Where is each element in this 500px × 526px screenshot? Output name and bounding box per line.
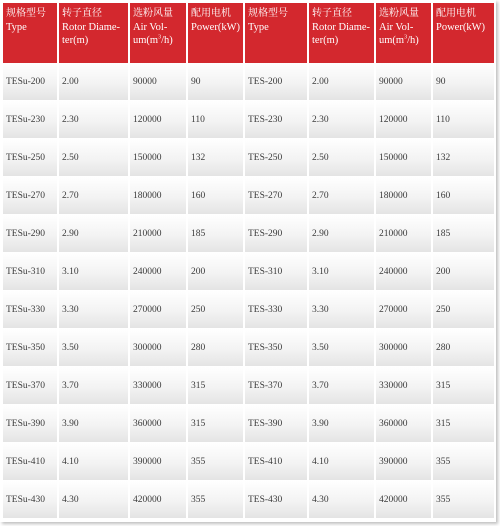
table-cell-rotor-diameter: 3.10 — [59, 253, 130, 291]
table-cell-type: TES-410 — [245, 443, 309, 481]
table-cell-type: TES-390 — [245, 405, 309, 443]
table-cell-rotor-diameter: 4.10 — [309, 443, 376, 481]
table-row — [3, 443, 494, 481]
table-cell-type: TES-370 — [245, 367, 309, 405]
table-cell-power: 200 — [433, 253, 494, 291]
table-cell-type: TES-350 — [245, 329, 309, 367]
table-cell-air-volume: 210000 — [130, 215, 188, 253]
header-label-zh: 选粉风量 — [133, 8, 173, 19]
table-cell-air-volume: 330000 — [130, 367, 188, 405]
table-cell-air-volume: 90000 — [376, 63, 433, 101]
table-cell-rotor-diameter: 2.90 — [59, 215, 130, 253]
table-cell-power: 315 — [433, 367, 494, 405]
table-cell-type: TESu-330 — [3, 291, 59, 329]
table-cell-power: 315 — [188, 405, 245, 443]
table-cell-rotor-diameter: 3.50 — [309, 329, 376, 367]
header-label-en — [62, 21, 126, 47]
table-cell-rotor-diameter: 3.90 — [59, 405, 130, 443]
header-row — [3, 3, 494, 63]
table-cell-type: TES-230 — [245, 101, 309, 139]
table-cell-air-volume: 300000 — [130, 329, 188, 367]
table-cell-power: 160 — [188, 177, 245, 215]
header-cell-type-left — [3, 3, 59, 63]
table-cell-power: 355 — [433, 443, 494, 481]
table-cell-air-volume: 240000 — [130, 253, 188, 291]
table-cell-air-volume: 270000 — [130, 291, 188, 329]
table-row — [3, 253, 494, 291]
header-unit-superscript: 3 — [158, 34, 162, 41]
header-label-zh: 规格型号 — [248, 8, 288, 19]
header-label-en-text: Air Vol- um(m — [133, 22, 168, 46]
table-cell-type: TESu-200 — [3, 63, 59, 101]
table-cell-power: 132 — [188, 139, 245, 177]
table-row — [3, 329, 494, 367]
table-cell-rotor-diameter: 2.70 — [59, 177, 130, 215]
table-cell-power: 280 — [188, 329, 245, 367]
table-cell-power: 110 — [433, 101, 494, 139]
header-label-en-text: Power(kW) — [191, 22, 240, 33]
table-cell-power: 250 — [433, 291, 494, 329]
table-cell-type: TES-200 — [245, 63, 309, 101]
table-cell-air-volume: 270000 — [376, 291, 433, 329]
table-cell-type: TESu-410 — [3, 443, 59, 481]
header-label-zh: 选粉风量 — [379, 8, 419, 19]
table-cell-power: 250 — [188, 291, 245, 329]
table-row — [3, 139, 494, 177]
table-cell-air-volume: 360000 — [376, 405, 433, 443]
table-cell-air-volume: 240000 — [376, 253, 433, 291]
table-cell-rotor-diameter: 3.70 — [59, 367, 130, 405]
table-cell-rotor-diameter: 2.90 — [309, 215, 376, 253]
table-cell-air-volume: 420000 — [376, 481, 433, 519]
table-cell-type: TES-250 — [245, 139, 309, 177]
specification-table — [3, 3, 494, 519]
table-cell-power: 355 — [188, 443, 245, 481]
header-label-zh: 配用电机 — [191, 8, 231, 19]
table-cell-air-volume: 180000 — [130, 177, 188, 215]
header-label-en-text: Type — [6, 22, 27, 33]
table-cell-air-volume: 150000 — [376, 139, 433, 177]
header-label-en-text: Air Vol- um(m — [379, 22, 414, 46]
table-cell-type: TESu-310 — [3, 253, 59, 291]
table-cell-type: TESu-230 — [3, 101, 59, 139]
table-cell-power: 185 — [188, 215, 245, 253]
table-row — [3, 367, 494, 405]
table-cell-power: 90 — [188, 63, 245, 101]
table-cell-air-volume: 120000 — [376, 101, 433, 139]
table-header — [3, 3, 494, 63]
header-cell-power-right — [433, 3, 494, 63]
table-cell-power: 185 — [433, 215, 494, 253]
header-label-en-text: Power(kW) — [436, 22, 485, 33]
table-row — [3, 405, 494, 443]
header-label-en-text: Type — [248, 22, 269, 33]
header-label-en — [191, 21, 241, 34]
table-cell-rotor-diameter: 2.00 — [309, 63, 376, 101]
table-cell-type: TES-310 — [245, 253, 309, 291]
table-cell-type: TESu-390 — [3, 405, 59, 443]
table-cell-air-volume: 390000 — [376, 443, 433, 481]
header-label-zh: 配用电机 — [436, 8, 476, 19]
header-label-en-text: Rotor Diame- ter(m) — [62, 22, 121, 46]
table-cell-type: TES-430 — [245, 481, 309, 519]
header-unit-superscript: 3 — [404, 34, 408, 41]
table-cell-rotor-diameter: 2.50 — [309, 139, 376, 177]
table-row — [3, 101, 494, 139]
header-label-en — [6, 21, 55, 34]
table-cell-rotor-diameter: 4.10 — [59, 443, 130, 481]
table-cell-air-volume: 210000 — [376, 215, 433, 253]
header-cell-type-right — [245, 3, 309, 63]
table-cell-type: TESu-370 — [3, 367, 59, 405]
table-cell-rotor-diameter: 3.70 — [309, 367, 376, 405]
table-cell-power: 90 — [433, 63, 494, 101]
table-row — [3, 291, 494, 329]
table-cell-power: 315 — [188, 367, 245, 405]
table-cell-rotor-diameter: 3.30 — [309, 291, 376, 329]
header-cell-air-volume-left — [130, 3, 188, 63]
table-cell-type: TESu-270 — [3, 177, 59, 215]
table-cell-rotor-diameter: 2.50 — [59, 139, 130, 177]
table-cell-air-volume: 330000 — [376, 367, 433, 405]
header-cell-power-left — [188, 3, 245, 63]
table-cell-air-volume: 90000 — [130, 63, 188, 101]
table-cell-rotor-diameter: 3.90 — [309, 405, 376, 443]
table-cell-type: TESu-290 — [3, 215, 59, 253]
header-cell-rotor-diameter-left — [59, 3, 130, 63]
table-cell-rotor-diameter: 3.30 — [59, 291, 130, 329]
table-cell-type: TESu-250 — [3, 139, 59, 177]
header-label-en — [312, 21, 372, 47]
table-cell-rotor-diameter: 2.30 — [309, 101, 376, 139]
table-row — [3, 215, 494, 253]
table-cell-air-volume: 360000 — [130, 405, 188, 443]
table-cell-air-volume: 120000 — [130, 101, 188, 139]
header-label-zh: 转子直径 — [312, 8, 352, 19]
header-label-zh: 规格型号 — [6, 8, 46, 19]
table-cell-rotor-diameter: 3.50 — [59, 329, 130, 367]
table-cell-type: TES-330 — [245, 291, 309, 329]
header-unit-tail: /h) — [407, 35, 419, 46]
table-cell-rotor-diameter: 4.30 — [59, 481, 130, 519]
table-cell-rotor-diameter: 2.30 — [59, 101, 130, 139]
table-cell-power: 355 — [188, 481, 245, 519]
table-cell-air-volume: 390000 — [130, 443, 188, 481]
table-row — [3, 177, 494, 215]
header-label-en-text: Rotor Diame- ter(m) — [312, 22, 371, 46]
table-cell-type: TES-270 — [245, 177, 309, 215]
table-cell-power: 280 — [433, 329, 494, 367]
table-cell-power: 355 — [433, 481, 494, 519]
header-unit-tail: /h) — [161, 35, 173, 46]
header-label-en — [248, 21, 305, 34]
table-cell-power: 160 — [433, 177, 494, 215]
table-cell-air-volume: 150000 — [130, 139, 188, 177]
header-label-en — [133, 21, 184, 47]
table-cell-rotor-diameter: 2.00 — [59, 63, 130, 101]
header-label-en — [379, 21, 429, 47]
table-cell-air-volume: 300000 — [376, 329, 433, 367]
header-cell-rotor-diameter-right — [309, 3, 376, 63]
header-label-zh: 转子直径 — [62, 8, 102, 19]
table-cell-power: 110 — [188, 101, 245, 139]
table-cell-power: 200 — [188, 253, 245, 291]
table-body — [3, 63, 494, 519]
table-cell-type: TESu-430 — [3, 481, 59, 519]
table-row — [3, 481, 494, 519]
table-cell-power: 132 — [433, 139, 494, 177]
table-cell-type: TES-290 — [245, 215, 309, 253]
table-cell-type: TESu-350 — [3, 329, 59, 367]
table-row — [3, 63, 494, 101]
table-cell-air-volume: 180000 — [376, 177, 433, 215]
table-cell-rotor-diameter: 4.30 — [309, 481, 376, 519]
table-cell-rotor-diameter: 3.10 — [309, 253, 376, 291]
table-cell-rotor-diameter: 2.70 — [309, 177, 376, 215]
table-cell-air-volume: 420000 — [130, 481, 188, 519]
table-cell-power: 315 — [433, 405, 494, 443]
header-cell-air-volume-right — [376, 3, 433, 63]
header-label-en — [436, 21, 492, 34]
